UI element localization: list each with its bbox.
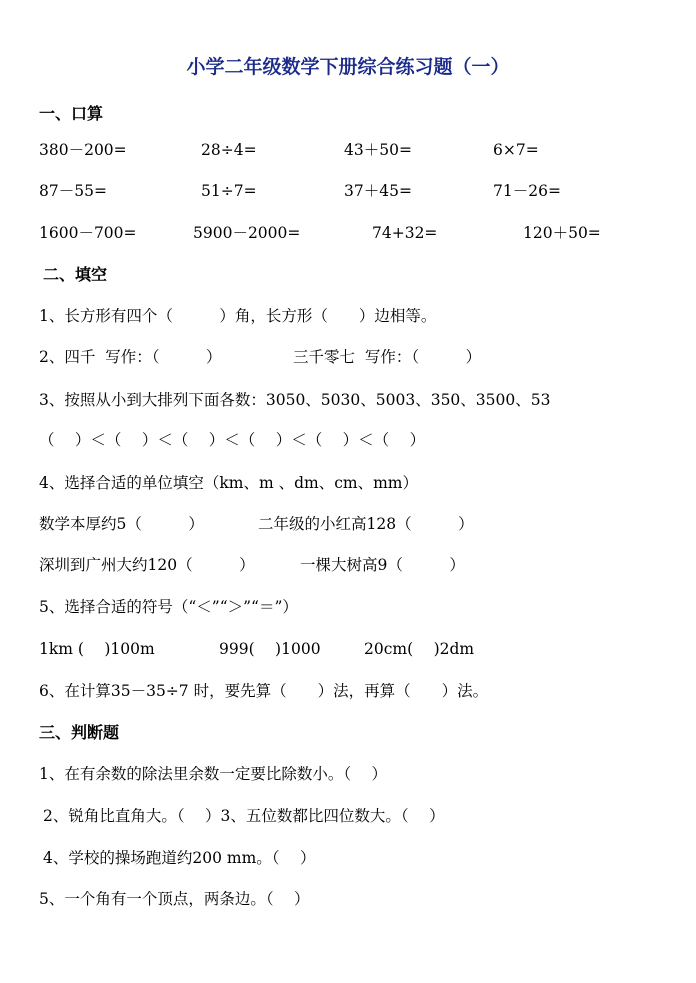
fill-question-1: 1、长方形有四个（ ）角，长方形（ ）边相等。	[39, 307, 437, 325]
judge-question-5: 5、一个角有一个顶点，两条边。（ ）	[39, 890, 310, 908]
fill-question-5c: 20cm( )2dm	[364, 640, 475, 658]
fill-question-3-blanks: （ ）＜（ ）＜（ ）＜（ ）＜（ ）＜（ ）	[39, 431, 426, 449]
arith-item: 51÷7=	[201, 182, 257, 200]
arith-item: 5900－2000=	[193, 224, 301, 242]
fill-question-5: 5、选择合适的符号（“＜”“＞”“＝”）	[39, 598, 298, 616]
fill-question-6: 6、在计算35－35÷7 时，要先算（ ）法，再算（ ）法。	[39, 682, 489, 700]
fill-question-5a: 1km ( )100m	[39, 640, 155, 658]
fill-question-3: 3、按照从小到大排列下面各数：3050、5030、5003、350、3500、53	[39, 391, 551, 409]
arith-item: 87－55=	[39, 182, 107, 200]
arith-item: 28÷4=	[201, 141, 257, 159]
section-heading-true-false: 三、判断题	[39, 723, 120, 742]
fill-question-4a: 数学本厚约5（ ）	[39, 515, 204, 533]
section-heading-fill-blanks: 二、填空	[43, 265, 108, 284]
page-title: 小学二年级数学下册综合练习题（一）	[186, 56, 510, 78]
fill-question-4c: 深圳到广州大约120（ ）	[39, 556, 255, 574]
fill-question-2b: 三千零七 写作：（ ）	[293, 348, 482, 366]
arith-item: 74+32=	[372, 224, 438, 242]
fill-question-2a: 2、四千 写作：（ ）	[39, 348, 222, 366]
judge-question-2-3: 2、锐角比直角大。（ ）3、五位数都比四位数大。（ ）	[43, 807, 445, 825]
arith-item: 120＋50=	[523, 224, 601, 242]
judge-question-4: 4、学校的操场跑道约200 mm。（ ）	[43, 849, 316, 867]
arith-item: 71－26=	[493, 182, 561, 200]
judge-question-1: 1、在有余数的除法里余数一定要比除数小。（ ）	[39, 765, 388, 783]
fill-question-4d: 一棵大树高9（ ）	[300, 556, 465, 574]
fill-question-4: 4、选择合适的单位填空（km、m 、dm、cm、mm）	[39, 474, 418, 492]
arith-item: 380－200=	[39, 141, 127, 159]
arith-item: 1600－700=	[39, 224, 137, 242]
arith-item: 6×7=	[493, 141, 539, 159]
fill-question-5b: 999( )1000	[219, 640, 321, 658]
section-heading-oral-arithmetic: 一、口算	[39, 104, 104, 123]
fill-question-4b: 二年级的小红高128（ ）	[258, 515, 474, 533]
arith-item: 43＋50=	[344, 141, 412, 159]
arith-item: 37＋45=	[344, 182, 412, 200]
